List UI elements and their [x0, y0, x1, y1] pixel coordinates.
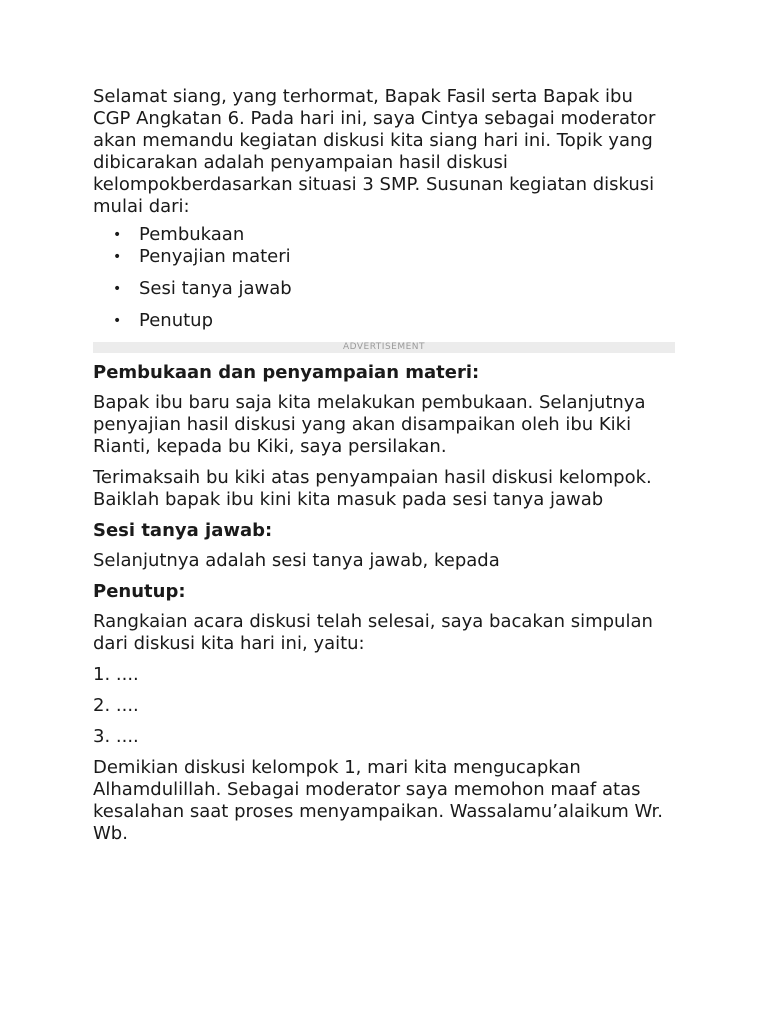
- agenda-item-label: Sesi tanya jawab: [139, 278, 292, 299]
- section-heading-closing: Penutup:: [93, 581, 186, 602]
- list-item: [93, 278, 675, 300]
- section-heading-opening: Pembukaan dan penyampaian materi:: [93, 362, 480, 383]
- summary-intro-paragraph: Rangkaian acara diskusi telah selesai, saya bacakan simpulan dari diskusi kita hari ini, yaitu:: [93, 611, 653, 654]
- bullet-icon: •: [113, 227, 122, 243]
- bullet-icon: •: [113, 313, 122, 329]
- agenda-item-label: Pembukaan: [139, 224, 245, 245]
- advertisement-banner[interactable]: ADVERTISEMENT: [93, 342, 675, 353]
- summary-item: 3. ....: [93, 726, 139, 747]
- list-item: [93, 224, 675, 246]
- closing-paragraph: Demikian diskusi kelompok 1, mari kita mengucapkan Alhamdulillah. Sebagai moderator saya memohon maaf atas kesalahan saat proses menyampaikan. Wassalamu’alaikum Wr. Wb.: [93, 757, 663, 844]
- opening-paragraph: Bapak ibu baru saja kita melakukan pembukaan. Selanjutnya penyajian hasil diskusi yang akan disampaikan oleh ibu Kiki Rianti, kepada bu Kiki, saya persilakan.: [93, 392, 646, 457]
- agenda-list: [93, 224, 675, 332]
- thanks-paragraph: Terimaksaih bu kiki atas penyampaian hasil diskusi kelompok. Baiklah bapak ibu kini kita masuk pada sesi tanya jawab: [93, 467, 652, 510]
- bullet-icon: •: [113, 281, 122, 297]
- section-heading-qa: Sesi tanya jawab:: [93, 520, 273, 541]
- agenda-item-label: Penyajian materi: [139, 246, 291, 267]
- intro-paragraph: Selamat siang, yang terhormat, Bapak Fasil serta Bapak ibu CGP Angkatan 6. Pada hari ini, saya Cintya sebagai moderator akan memandu kegiatan diskusi kita siang hari ini. Topik yang dibicarakan adalah penyampaian hasil diskusi kelompokberdasarkan situasi 3 SMP. Susunan kegiatan diskusi mulai dari:: [93, 86, 656, 217]
- agenda-item-label: Penutup: [139, 310, 213, 331]
- summary-item: 1. ....: [93, 664, 139, 685]
- qa-paragraph: Selanjutnya adalah sesi tanya jawab, kepada: [93, 550, 500, 571]
- list-item: [93, 310, 675, 332]
- summary-item: 2. ....: [93, 695, 139, 716]
- list-item: [93, 246, 675, 268]
- bullet-icon: •: [113, 249, 122, 265]
